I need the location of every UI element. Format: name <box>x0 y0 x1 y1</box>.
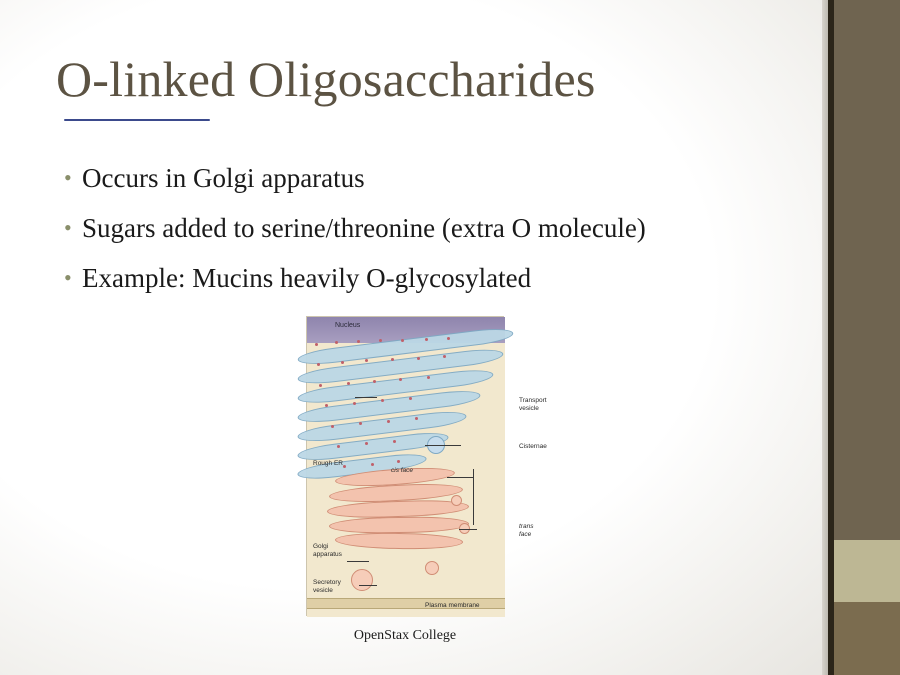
bullet-marker-icon: • <box>64 265 72 290</box>
transport-vesicle-label: Transport vesicle <box>519 397 547 413</box>
title-underline <box>64 119 210 121</box>
bullet-text: Occurs in Golgi apparatus <box>82 163 365 193</box>
list-item <box>60 158 790 198</box>
bullet-marker-icon: • <box>64 215 72 240</box>
secretory-vesicle-shape <box>351 569 373 591</box>
bullet-text: Example: Mucins heavily O-glycosylated <box>82 263 532 293</box>
nucleus-label: Nucleus <box>335 322 361 329</box>
trans-face-label: trans face <box>519 523 534 539</box>
list-item <box>60 258 790 298</box>
decor-band-top <box>834 0 900 540</box>
rough-er-label: Rough ER <box>313 460 343 467</box>
decor-band-middle <box>834 540 900 602</box>
cis-face-label: cis face <box>391 467 414 474</box>
secretory-vesicle-label: Secretory vesicle <box>313 579 341 595</box>
decor-band-bottom <box>834 602 900 675</box>
cisternae-label: Cisternae <box>519 443 547 450</box>
golgi-stack <box>325 469 475 561</box>
bullet-text: Sugars added to serine/threonine (extra O molecule) <box>82 213 646 243</box>
golgi-apparatus-label: Golgi apparatus <box>313 543 342 559</box>
list-item <box>60 208 790 248</box>
page-title: O-linked Oligosaccharides <box>56 51 596 107</box>
figure-caption: OpenStax College <box>353 628 457 643</box>
bullet-marker-icon: • <box>64 165 72 190</box>
golgi-diagram-image <box>306 316 547 616</box>
bullet-list <box>60 158 790 308</box>
plasma-membrane-label: Plasma membrane <box>425 602 480 609</box>
